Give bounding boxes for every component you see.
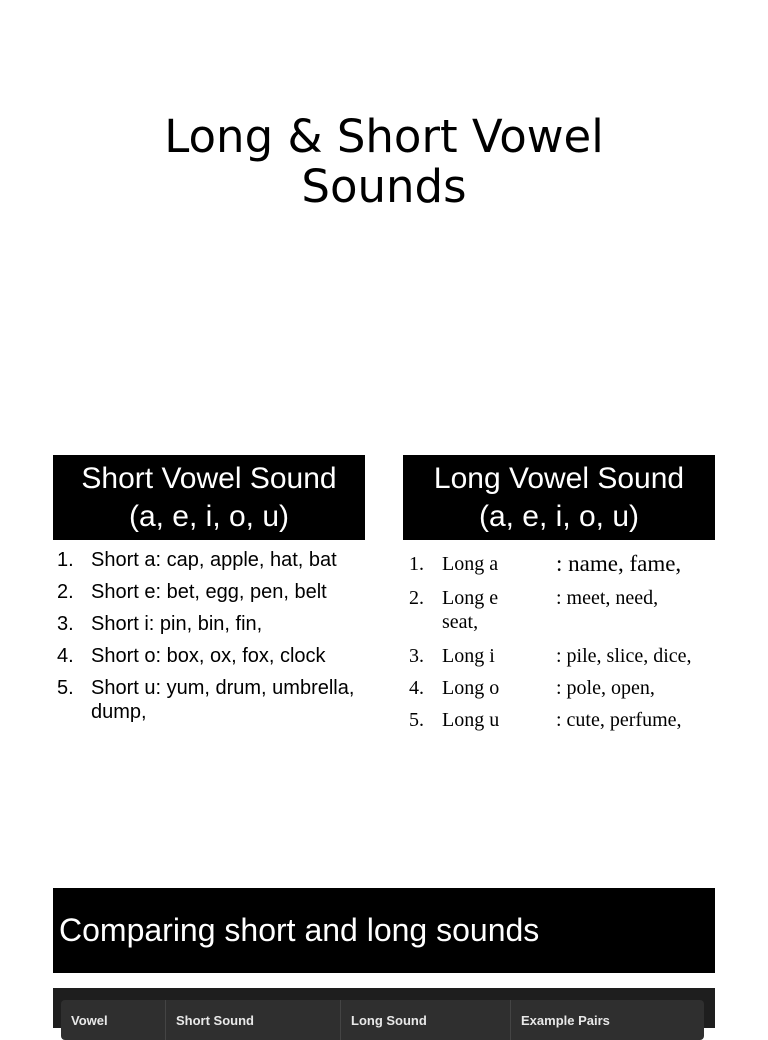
list-item — [53, 548, 373, 572]
page-title: Long & Short Vowel Sounds — [164, 110, 604, 213]
list-item — [403, 644, 723, 676]
list-item-label: Long a — [442, 553, 499, 575]
list-item — [53, 644, 373, 668]
list-number: 3. — [57, 613, 74, 635]
list-number: 2. — [57, 581, 74, 603]
short-vowel-heading — [53, 455, 365, 540]
short-vowel-heading-line2: (a, e, i, o, u) — [128, 500, 290, 533]
list-number: 4. — [409, 677, 424, 699]
list-item-continuation: seat, — [442, 611, 479, 633]
list-item-label: Long u — [442, 709, 500, 731]
list-item-label: Long o — [442, 677, 500, 699]
long-vowel-heading-line2: (a, e, i, o, u) — [478, 500, 640, 533]
list-number: 4. — [57, 645, 74, 667]
table-header-vowel: Vowel — [61, 1000, 166, 1040]
long-vowel-list — [403, 552, 723, 740]
comparison-heading: Comparing short and long sounds — [53, 888, 715, 973]
list-item-examples: : name, fame, — [556, 551, 682, 576]
list-item — [53, 580, 373, 604]
list-item-label: Long e — [442, 587, 499, 609]
list-number: 5. — [57, 677, 74, 699]
short-vowel-heading-line1: Short Vowel Sound — [81, 462, 337, 495]
list-item-examples: : meet, need, — [556, 587, 659, 609]
list-item-text: Short e: bet, egg, pen, belt — [91, 581, 327, 603]
list-item — [53, 612, 373, 636]
list-number: 1. — [57, 549, 74, 571]
list-item — [53, 676, 373, 724]
list-item-text: Short o: box, ox, fox, clock — [91, 645, 326, 667]
list-number: 1. — [409, 553, 424, 575]
table-header-short-sound: Short Sound — [166, 1000, 341, 1040]
long-vowel-heading — [403, 455, 715, 540]
short-vowel-list — [53, 548, 373, 732]
list-number: 3. — [409, 645, 424, 667]
long-vowel-heading-line1: Long Vowel Sound — [433, 462, 685, 495]
table-header-row — [61, 1000, 704, 1040]
list-item — [403, 586, 723, 644]
list-item-examples: : pile, slice, dice, — [556, 645, 692, 667]
list-item-text: Short a: cap, apple, hat, bat — [91, 549, 337, 571]
list-item-examples: : pole, open, — [556, 677, 655, 699]
table-header-example-pairs: Example Pairs — [521, 1013, 610, 1028]
list-item-label: Long i — [442, 645, 495, 667]
list-number: 5. — [409, 709, 424, 731]
list-item — [403, 552, 723, 586]
comparison-table — [53, 988, 715, 1028]
list-item-examples: : cute, perfume, — [556, 709, 682, 731]
list-item — [403, 708, 723, 740]
table-header-long-sound: Long Sound — [341, 1000, 511, 1040]
list-number: 2. — [409, 587, 424, 609]
list-item-text: Short u: yum, drum, umbrella, dump, — [91, 677, 355, 723]
list-item-text: Short i: pin, bin, fin, — [91, 613, 263, 635]
list-item — [403, 676, 723, 708]
